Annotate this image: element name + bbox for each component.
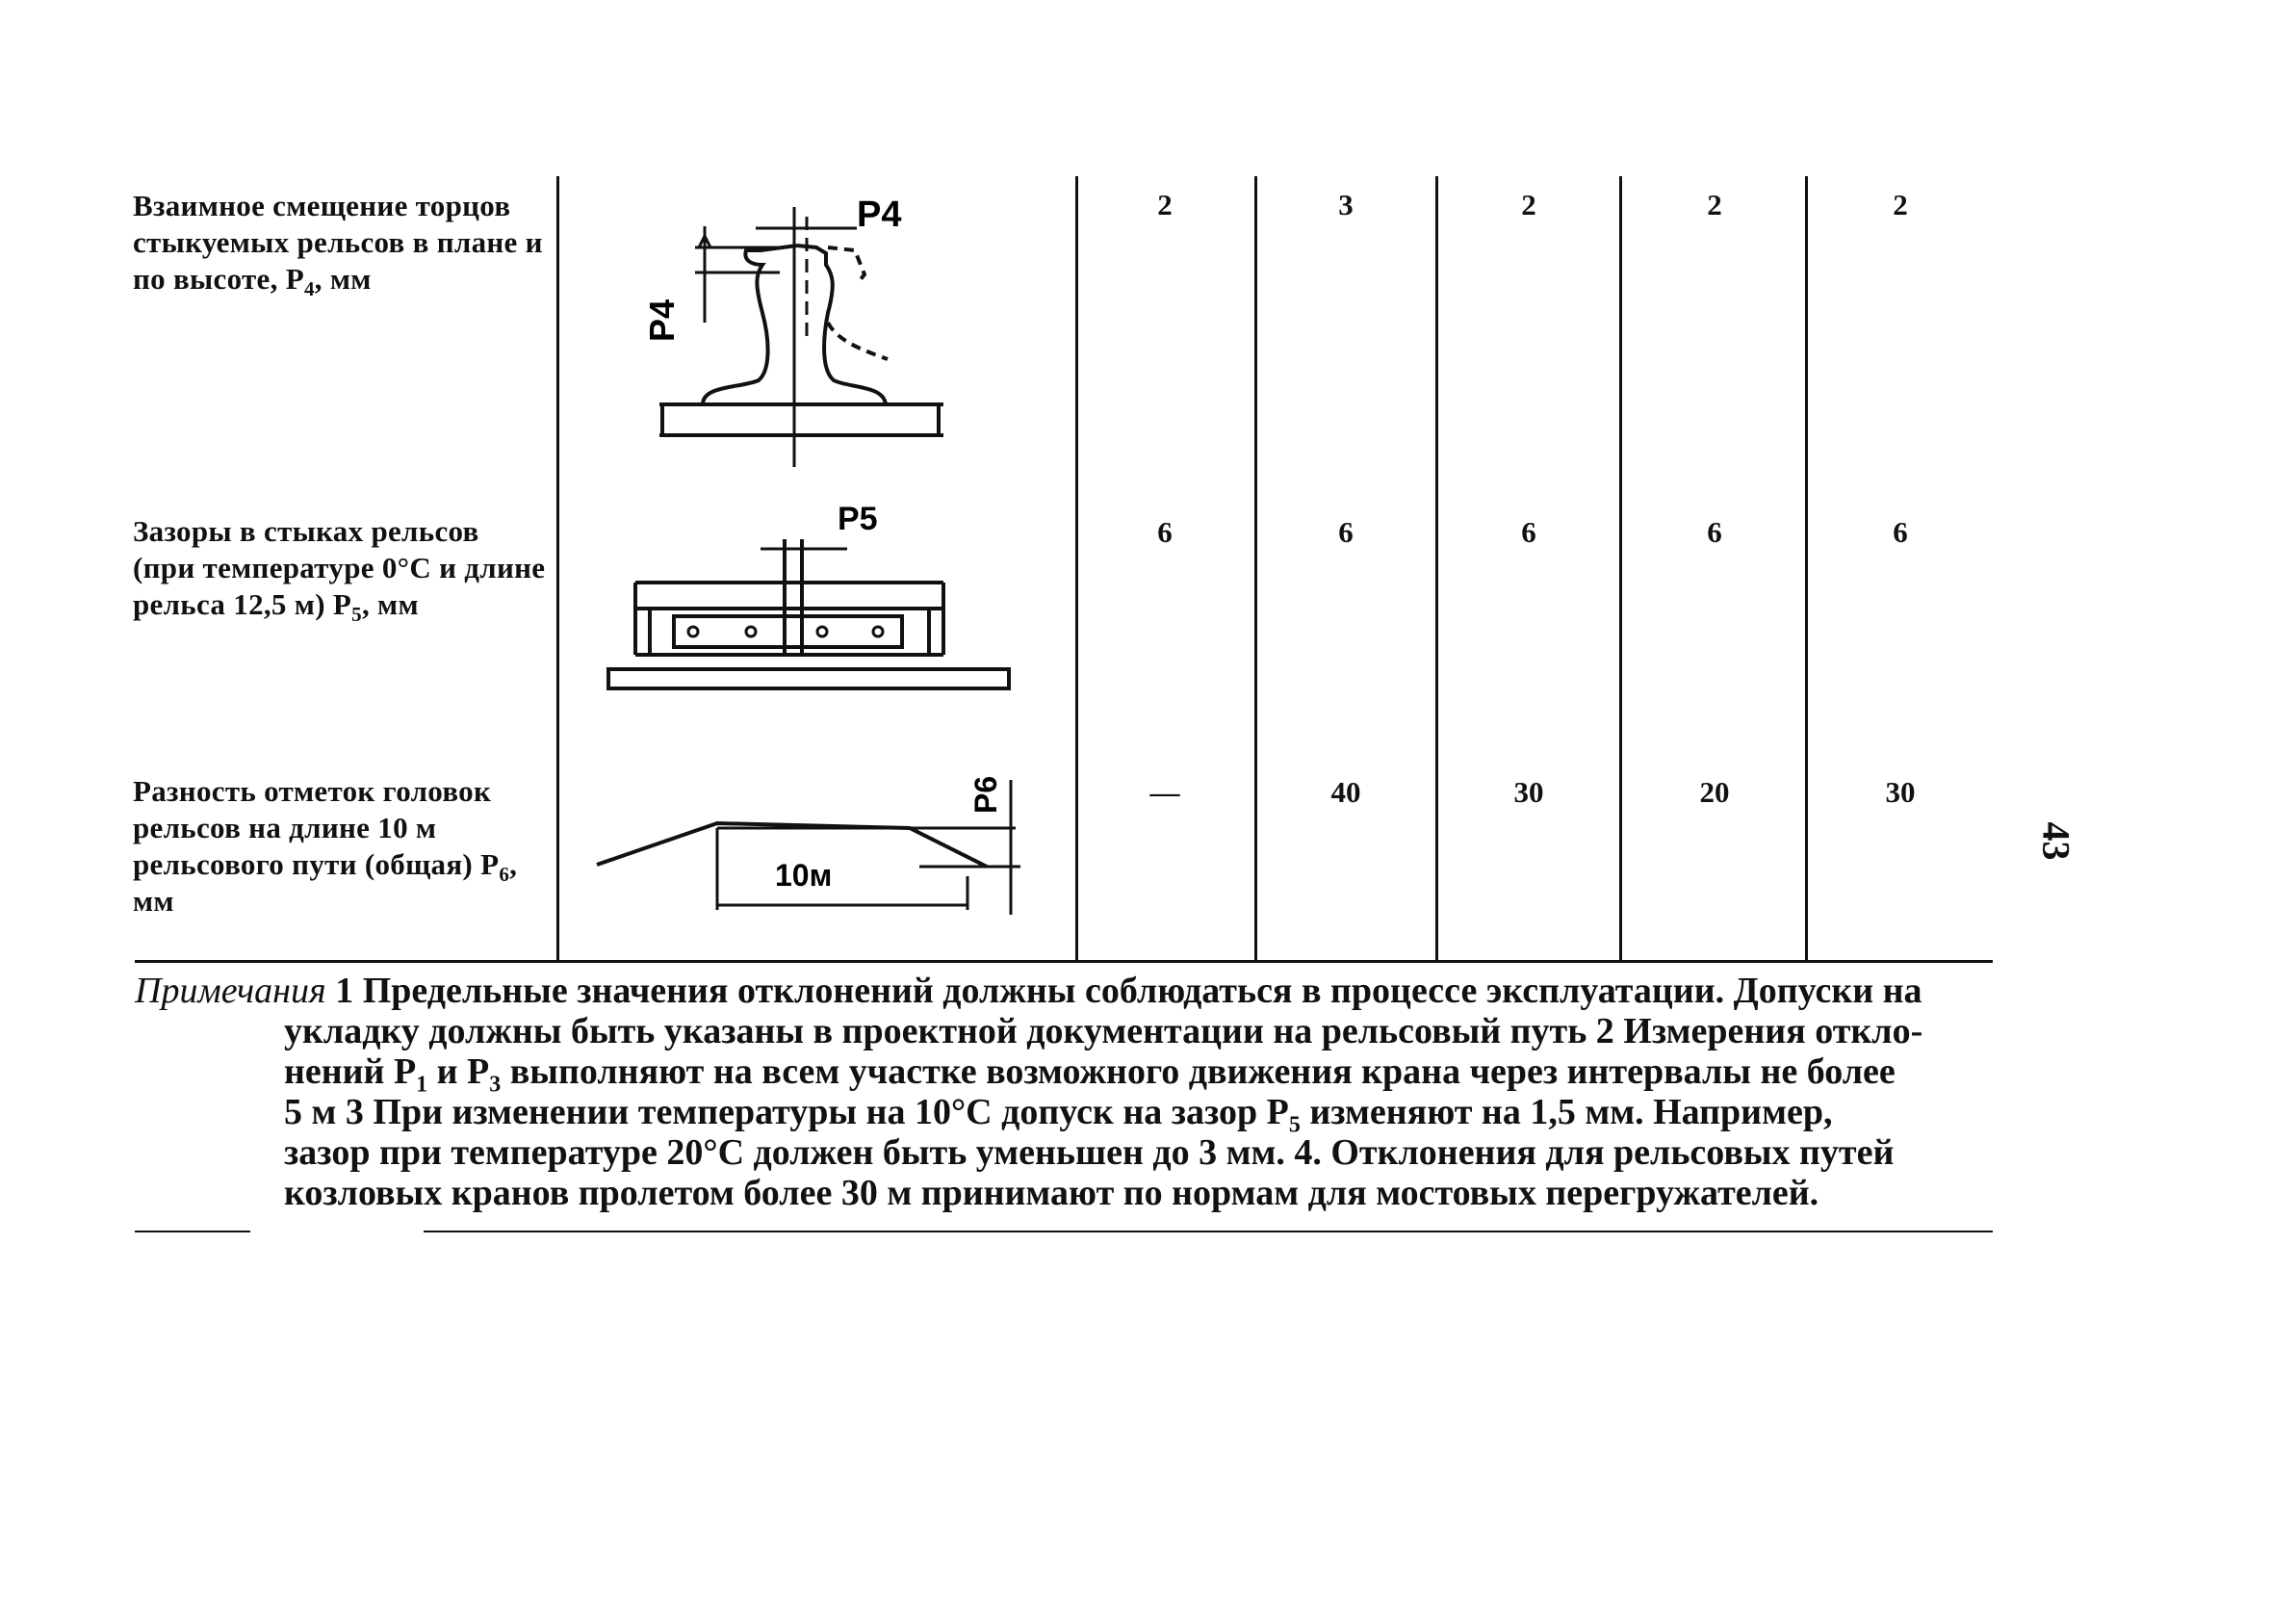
- rail-offset-diagram: [635, 188, 953, 477]
- row-label-p5: [133, 513, 547, 627]
- value-cell: 2: [1893, 188, 1908, 221]
- row-label-unit: , мм: [314, 262, 372, 296]
- notes-text: козловых кранов пролетом более 30 м принимают по нормам для мостовых перегружателей.: [284, 1173, 1819, 1213]
- row-label-symbol: P: [285, 262, 304, 296]
- value-cell: 3: [1338, 188, 1354, 221]
- notes-text: зазор при температуре 20°С должен быть уменьшен до 3 мм. 4. Отклонения для рельсовых путей: [284, 1132, 1895, 1173]
- notes-subscript: 1: [416, 1072, 428, 1098]
- row-label-symbol: P: [332, 587, 352, 621]
- row-label-unit: , мм: [133, 847, 518, 918]
- notes-text: 1 Предельные значения отклонений должны соблюдаться в процессе эксплуатации. Допуски на: [325, 971, 1922, 1011]
- row-label-symbol: P: [480, 847, 500, 881]
- table-divider-col4: [1619, 176, 1622, 961]
- row-label-p6: [133, 773, 547, 920]
- fig1-label-vertical: P4: [642, 298, 682, 342]
- notes-text: выполняют на всем участке возможного движения крана через интервалы не более: [501, 1051, 1896, 1092]
- notes-subscript: 3: [489, 1072, 502, 1098]
- value-cell: 30: [1885, 775, 1916, 809]
- row-label-text: Зазоры в стыках рельсов (при температуре 0°С и длине рельса 12,5 м): [133, 514, 546, 621]
- notes-text: изменяют на 1,5 мм. Например,: [1300, 1092, 1833, 1132]
- rail-gap-diagram: [597, 501, 1020, 693]
- value-cell: 6: [1338, 515, 1354, 549]
- table-divider-col2: [1254, 176, 1257, 961]
- notes-bottom-rule: [424, 1231, 1993, 1232]
- fig2-label: P5: [838, 501, 878, 537]
- row-label-unit: , мм: [361, 587, 419, 621]
- value-cell: 30: [1513, 775, 1544, 809]
- notes-block: [135, 971, 1993, 1213]
- value-cell: 6: [1157, 515, 1173, 549]
- table-divider-col5: [1805, 176, 1808, 961]
- table-divider-fig: [1075, 176, 1078, 961]
- value-cell: —: [1149, 775, 1180, 809]
- row-label-subscript: 6: [499, 863, 510, 887]
- notes-bottom-rule-dash: [135, 1231, 250, 1232]
- table-bottom-rule: [135, 960, 1993, 963]
- elevation-diff-diagram: [592, 770, 1045, 924]
- notes-text: укладку должны быть указаны в проектной документации на рельсовый путь 2 Измерения откло-: [284, 1011, 1923, 1051]
- value-cell: 20: [1699, 775, 1730, 809]
- value-cell: 2: [1521, 188, 1536, 221]
- table-divider-label: [556, 176, 559, 961]
- value-cell: 2: [1707, 188, 1722, 221]
- value-cell: 40: [1330, 775, 1361, 809]
- value-cell: 6: [1893, 515, 1908, 549]
- page-number: 43: [2034, 821, 2078, 861]
- fig1-label-horizontal: P4: [857, 195, 902, 235]
- row-label-text: Взаимное смещение торцов стыкуемых рельсов в плане и по высоте,: [133, 189, 543, 296]
- row-label-subscript: 4: [303, 277, 315, 301]
- row-label-text: Разность отметок головок рельсов на длине 10 м рельсового пути (общая): [133, 774, 492, 881]
- value-cell: 6: [1707, 515, 1722, 549]
- row-label-p4: [133, 188, 547, 301]
- notes-lead: Примечания: [135, 971, 326, 1011]
- row-label-subscript: 5: [351, 603, 362, 627]
- value-cell: 6: [1521, 515, 1536, 549]
- table-divider-col3: [1435, 176, 1438, 961]
- notes-text: и P: [427, 1051, 490, 1092]
- notes-subscript: 5: [1288, 1112, 1301, 1138]
- notes-text: 5 м 3 При изменении температуры на 10°С допуск на зазор P: [284, 1092, 1289, 1132]
- value-cell: 2: [1157, 188, 1173, 221]
- notes-text: нений P: [284, 1051, 417, 1092]
- fig3-length-label: 10м: [775, 858, 833, 893]
- fig3-p-label: P6: [968, 775, 1003, 814]
